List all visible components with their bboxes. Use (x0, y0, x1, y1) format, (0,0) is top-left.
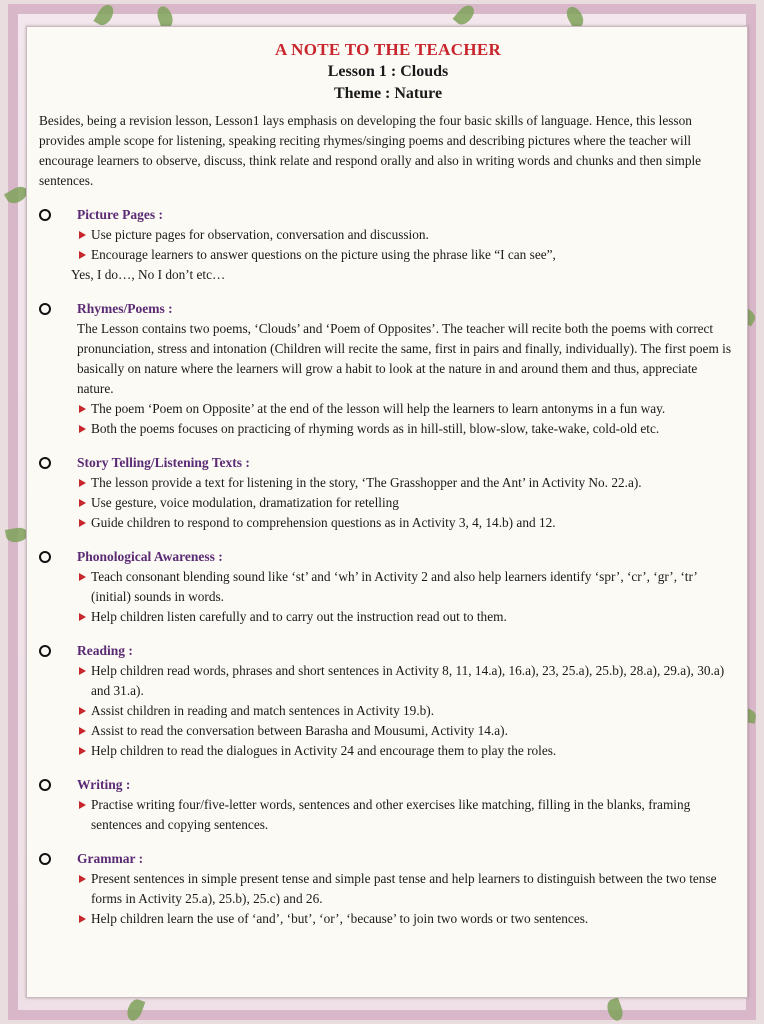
list-item: Help children read words, phrases and short sentences in Activity 8, 11, 14.a), 16.a), 23, 25.a), 25.b), 28.a), 29.a), 30.a) and 31.a). (79, 661, 737, 701)
triangle-bullet-icon (79, 573, 86, 581)
list-item: Use picture pages for observation, conversation and discussion. (79, 225, 737, 245)
circle-bullet-icon (39, 551, 51, 563)
section-heading: Picture Pages : (77, 207, 163, 222)
triangle-bullet-icon (79, 405, 86, 413)
triangle-bullet-icon (79, 747, 86, 755)
section-heading: Story Telling/Listening Texts : (77, 455, 250, 470)
list-item: Assist to read the conversation between Barasha and Mousumi, Activity 14.a). (79, 721, 737, 741)
section-story-telling (39, 453, 737, 533)
section-writing (39, 775, 737, 835)
list-item: Present sentences in simple present tense and simple past tense and help learners to distinguish between the two tense forms in Activity 25.a), 25.b), 25.c) and 26. (79, 869, 737, 909)
section-grammar (39, 849, 737, 929)
triangle-bullet-icon (79, 727, 86, 735)
list-item: The lesson provide a text for listening in the story, ‘The Grasshopper and the Ant’ in Activity No. 22.a). (79, 473, 737, 493)
list-item: Help children listen carefully and to carry out the instruction read out to them. (79, 607, 737, 627)
section-rhymes-poems (39, 299, 737, 439)
triangle-bullet-icon (79, 519, 86, 527)
triangle-bullet-icon (79, 425, 86, 433)
list-item: Help children to read the dialogues in Activity 24 and encourage them to play the roles. (79, 741, 737, 761)
page-title: A NOTE TO THE TEACHER (274, 40, 502, 59)
continuation-text: Yes, I do…, No I don’t etc… (71, 267, 226, 282)
lesson-title: Lesson 1 : Clouds (327, 63, 449, 80)
circle-bullet-icon (39, 779, 51, 791)
note-page (26, 26, 748, 998)
triangle-bullet-icon (79, 915, 86, 923)
list-item: Teach consonant blending sound like ‘st’ and ‘wh’ in Activity 2 and also help learners identify ‘spr’, ‘cr’, ‘gr’, ‘tr’ (initial) sounds in words. (79, 567, 737, 607)
triangle-bullet-icon (79, 667, 86, 675)
section-heading: Grammar : (77, 851, 144, 866)
list-item: Use gesture, voice modulation, dramatization for retelling (79, 493, 737, 513)
circle-bullet-icon (39, 303, 51, 315)
list-item: Both the poems focuses on practicing of rhyming words as in hill-still, blow-slow, take-wake, cold-old etc. (79, 419, 737, 439)
triangle-bullet-icon (79, 231, 86, 239)
section-phonological-awareness (39, 547, 737, 627)
list-item: Encourage learners to answer questions on the picture using the phrase like “I can see”, (79, 245, 737, 265)
section-paragraph: The Lesson contains two poems, ‘Clouds’ and ‘Poem of Opposites’. The teacher will recite both the poems with correct pronunciation, stress and intonation (Children will recite the same, first in pairs and finally, individually). The first poem is basically on nature where the learners will grow a habit to look at the nature in and around them and thus, appreciate nature. (77, 321, 731, 396)
triangle-bullet-icon (79, 479, 86, 487)
triangle-bullet-icon (79, 707, 86, 715)
triangle-bullet-icon (79, 251, 86, 259)
page-frame (8, 4, 756, 1020)
triangle-bullet-icon (79, 875, 86, 883)
section-heading: Reading : (77, 643, 133, 658)
theme-title: Theme : Nature (333, 85, 443, 102)
circle-bullet-icon (39, 853, 51, 865)
section-heading: Writing : (77, 777, 131, 792)
triangle-bullet-icon (79, 801, 86, 809)
circle-bullet-icon (39, 645, 51, 657)
circle-bullet-icon (39, 457, 51, 469)
list-item: The poem ‘Poem on Opposite’ at the end of the lesson will help the learners to learn antonyms in a fun way. (79, 399, 737, 419)
list-item: Assist children in reading and match sentences in Activity 19.b). (79, 701, 737, 721)
section-heading: Rhymes/Poems : (77, 301, 173, 316)
section-picture-pages (39, 205, 737, 285)
triangle-bullet-icon (79, 499, 86, 507)
intro-paragraph: Besides, being a revision lesson, Lesson1 lays emphasis on developing the four basic skills of language. Hence, this lesson provides ample scope for listening, speaking reciting rhymes/singing poems and describing pictures where the teacher will encourage learners to observe, discuss, think relate and respond orally and also in writing words and chunks and then simple sentences. (39, 113, 702, 188)
triangle-bullet-icon (79, 613, 86, 621)
list-item: Practise writing four/five-letter words, sentences and other exercises like matching, filling in the blanks, framing sentences and copying sentences. (79, 795, 737, 835)
circle-bullet-icon (39, 209, 51, 221)
section-heading: Phonological Awareness : (77, 549, 223, 564)
section-reading (39, 641, 737, 761)
list-item: Help children learn the use of ‘and’, ‘but’, ‘or’, ‘because’ to join two words or two sentences. (79, 909, 737, 929)
list-item: Guide children to respond to comprehension questions as in Activity 3, 4, 14.b) and 12. (79, 513, 737, 533)
